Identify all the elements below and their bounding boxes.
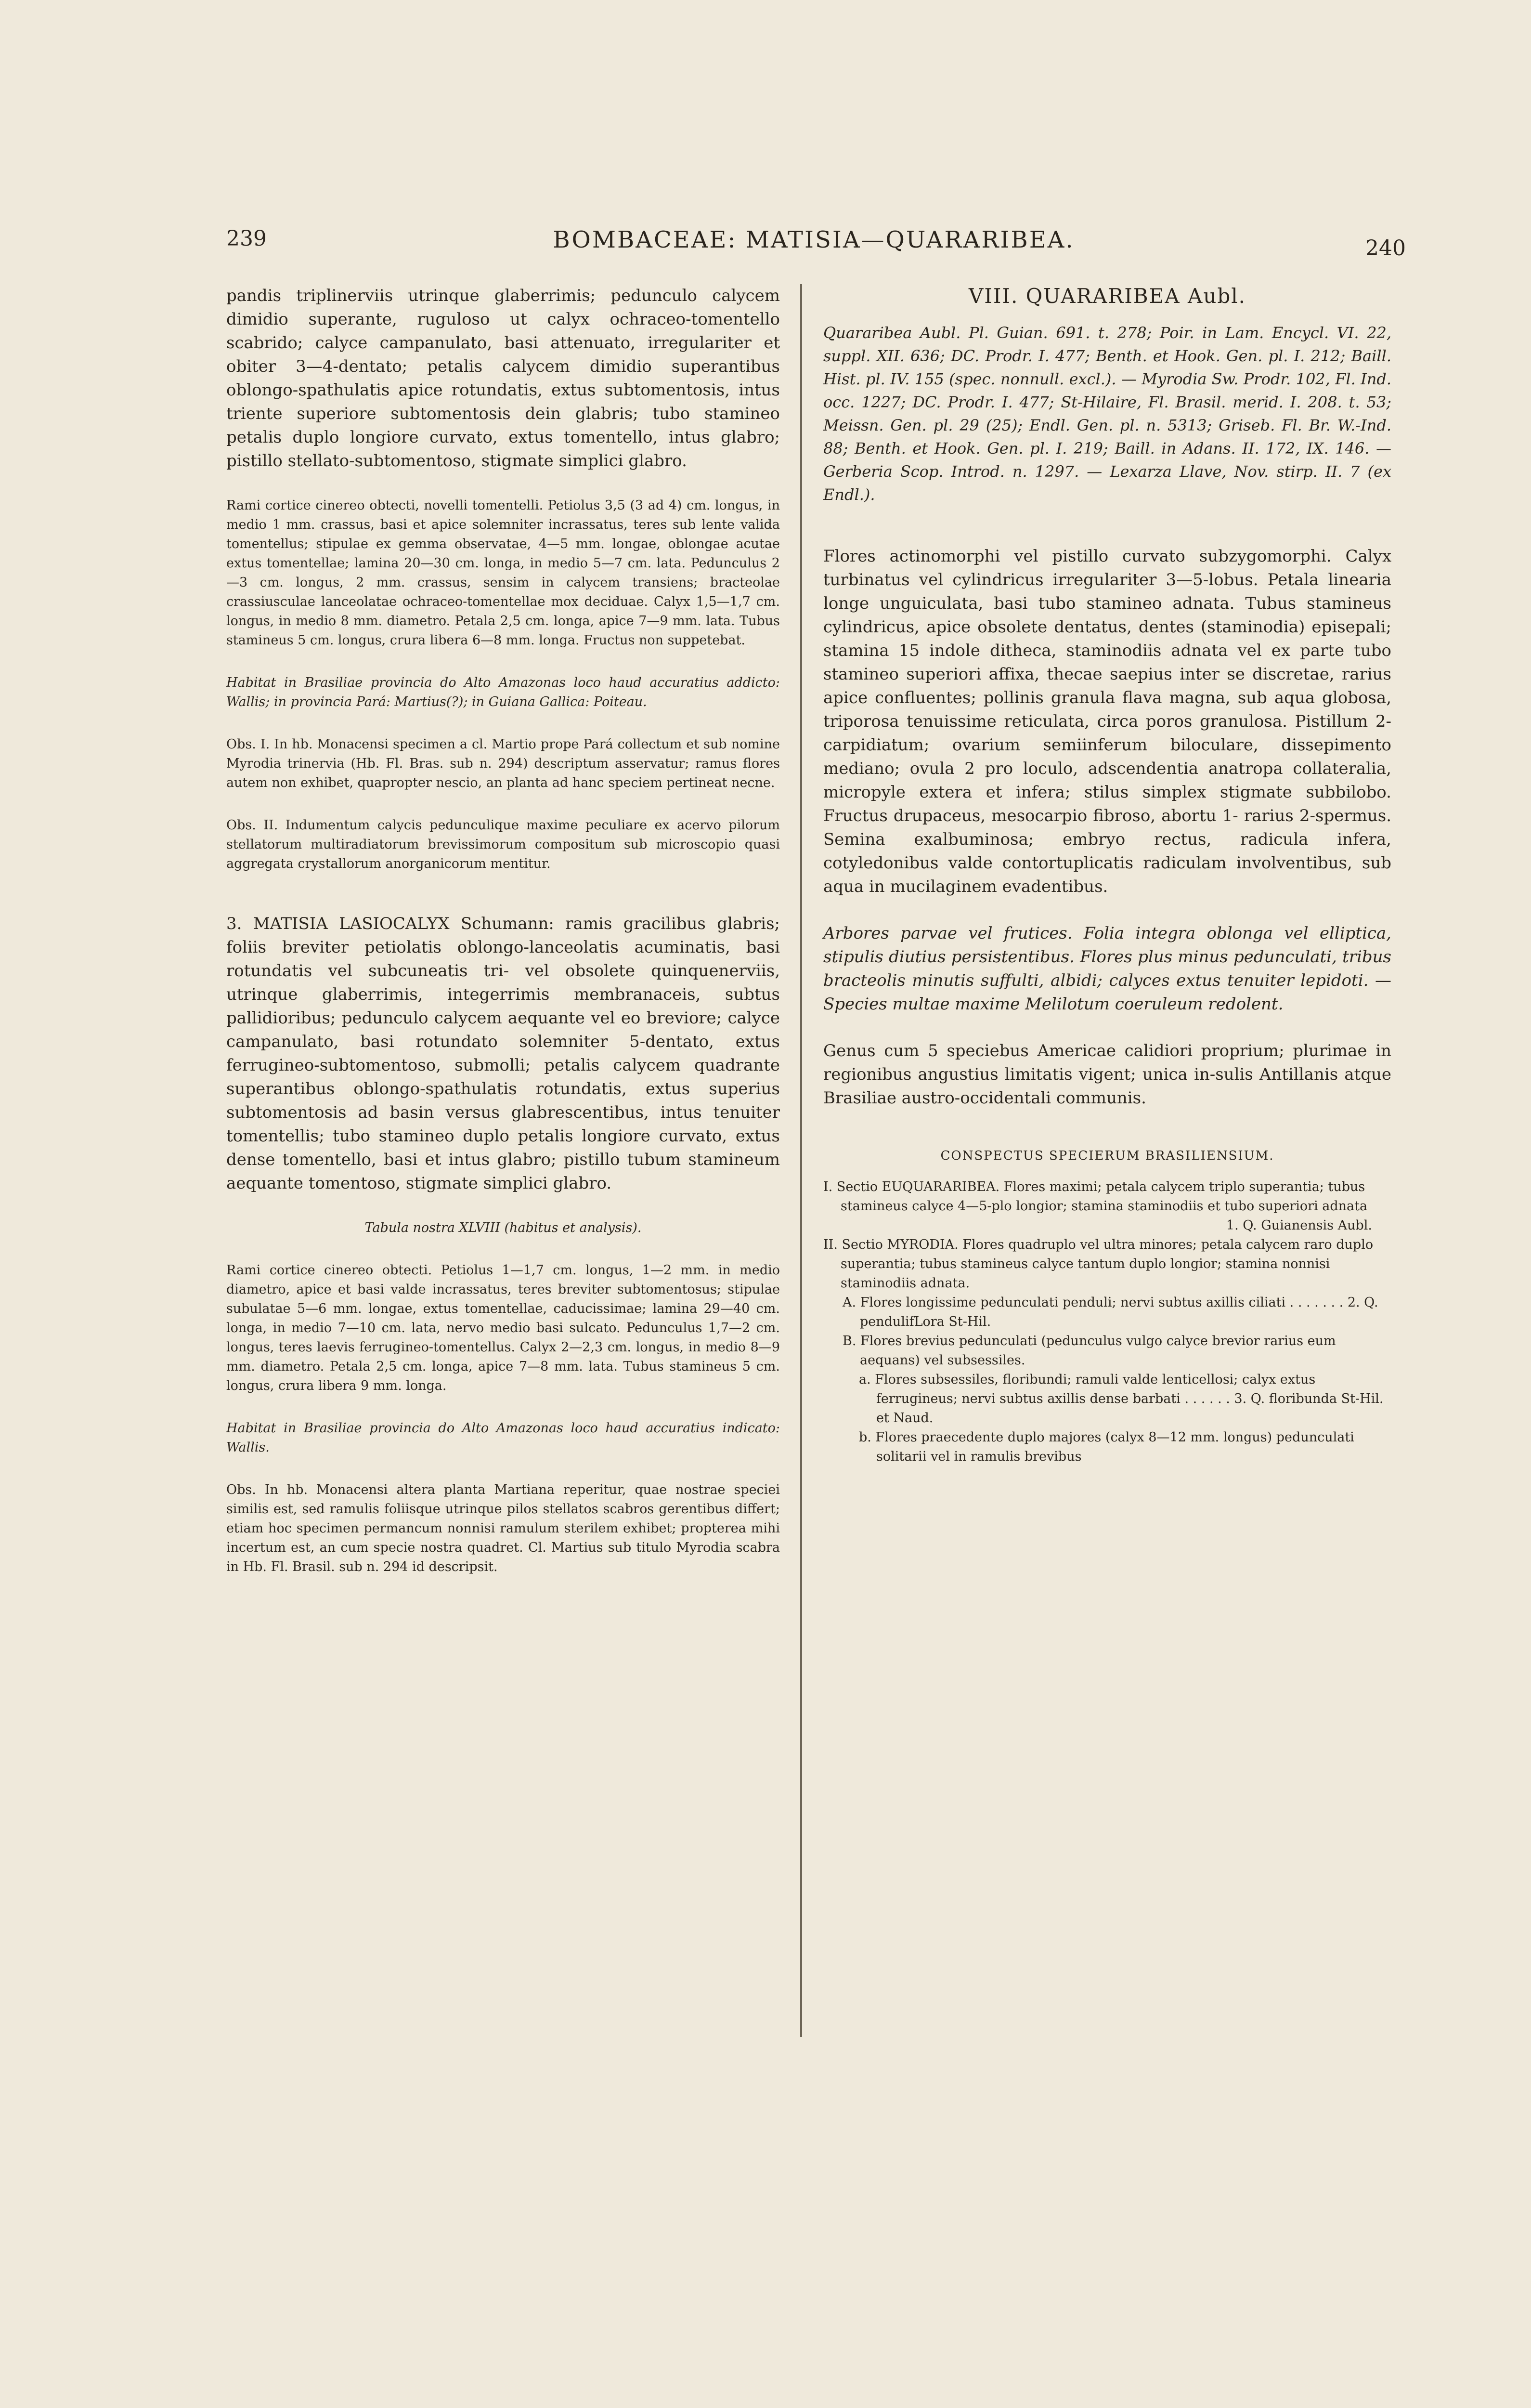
genus-description: Flores actinomorphi vel pistillo curvato subzygomorphi. Calyx turbinatus vel cylindricus irregulariter 3—5-lobus. Petala linearia longe unguiculata, basi tubo stamineo adnata. Tubus stamineus cylindricus, apice obsolete dentatus, dentes (staminodia) episepali; stamina 15 indole ditheca, staminodiis adnata vel ex parte tubo stamineo superiori affixa, thecae saepius inter se discretae, rarius apice confluentes; pollinis granula flava magna, sub aqua globosa, triporosa tenuissime reticulata, circa poros granulosa. Pistillum 2-carpidiatum; ovarium semiinferum biloculare, dissepimento mediano; ovula 2 pro loculo, adscendentia anatropa collateralia, micropyle extera et infera; stilus simplex stigmate subbilobo. Fructus drupaceus, mesocarpio fibroso, abortu 1- rarius 2-spermus. Semina exalbuminosa; embryo rectus, radicula infera, cotyledonibus valde contortuplicatis radiculam involventibus, sub aqua in mucilaginem evadentibus. (823, 547, 1391, 896)
genus-habit: Arbores parvae vel frutices. Folia integra oblonga vel elliptica, stipulis diutius persistentibus. Flores plus minus pedunculati, tribus bracteolis minutis suffulti, albidi; calyces extus tenuiter lepidoti. — Species multae maxime Melilotum coeruleum redolent. (823, 924, 1391, 1014)
description-lasiocalyx: Rami cortice cinereo obtecti. Petiolus 1—1,7 cm. longus, 1—2 mm. in medio diametro, apice et basi valde incrassatus, teres breviter subtomentosus; stipulae subulatae 5—6 mm. longae, extus tomentellae, caducissimae; lamina 29—40 cm. longa, in medio 7—10 cm. lata, nervo medio basi sulcato. Pedunculus 1,7—2 cm. longus, teres laevis ferrugineo-tomentellus. Calyx 2—2,3 cm. longus, in medio 8—9 mm. diametro. Petala 2,5 cm. longa, apice 7—8 mm. lata. Tubus stamineus 5 cm. longus, crura libera 9 mm. longa. (226, 1263, 780, 1393)
species-key (823, 1178, 1391, 1466)
right-column (823, 284, 1391, 1466)
page-header (221, 226, 1406, 260)
habitat-paragraph: Habitat in Brasiliae provincia do Alto Amazonas loco haud accuratius addicto: Wallis; in provincia Pará: Martius(?); in Guiana Gallica: Poiteau. (226, 675, 780, 709)
diagnosis-continued: pandis triplinerviis utrinque glaberrimis; pedunculo calycem dimidio superante, ruguloso ut calyx ochraceo-tomentello scabrido; calyce campanulato, basi attenuato, irregulariter et obiter 3—4-dentato; petalis calycem dimidio superantibus oblongo-spathulatis apice rotundatis, extus subtomentosis, intus triente superiore subtomentosis dein glabris; tubo stamineo petalis duplo longiore curvato, extus tomentello, intus glabro; pistillo stellato-subtomentoso, stigmate simplici glabro. (226, 286, 780, 471)
page-number-right: 240 (1365, 236, 1406, 261)
column-divider (800, 284, 802, 2037)
key-result-1: 1. Q. Guianensis Aubl. (1226, 1218, 1372, 1233)
key-lead-b-b: b. Flores praecedente duplo majores (calyx 8—12 mm. longus) pedunculati solitarii vel in ramulis brevibus (859, 1430, 1354, 1464)
observation-2: Obs. II. Indumentum calycis pedunculique maxime peculiare ex acervo pilorum stellatorum multiradiatorum brevissimorum compositum sub microscopio quasi aggregata crystallorum anorganicorum mentitur. (226, 818, 780, 871)
running-title: BOMBACEAE: MATISIA—QUARARIBEA. (553, 226, 1075, 253)
species-diagnosis-lasiocalyx: 3. MATISIA LASIOCALYX Schumann: ramis gracilibus glabris; foliis breviter petiolatis oblongo-lanceolatis acuminatis, basi rotundatis vel subcuneatis tri- vel obsolete quinquenerviis, utrinque glaberrimis, integerrimis membranaceis, subtus pallidioribus; pedunculo calycem aequante vel eo breviore; calyce campanulato, basi rotundato solemniter 5-dentato, extus ferrugineo-subtomentoso, submolli; petalis calycem quadrante superantibus oblongo-spathulatis rotundatis, extus superius subtomentosis ad basin versus glabrescentibus, intus tenuiter tomentellis; tubo stamineo duplo petalis longiore curvato, extus dense tomentello, basi et intus glabro; pistillo tubum stamineum aequante tomentoso, stigmate simplici glabro. (226, 914, 780, 1193)
plate-reference: Tabula nostra XLVIII (habitus et analysis). (364, 1220, 642, 1235)
left-column (226, 284, 780, 1577)
key-section-2: II. Sectio MYRODIA. Flores quadruplo vel ultra minores; petala calycem raro duplo superantia; tubus stamineus calyce tantum duplo longior; stamina nonnisi staminodiis adnata. (823, 1237, 1374, 1291)
key-section-1: I. Sectio EUQUARARIBEA. Flores maximi; petala calycem triplo superantia; tubus stamineus calyce 4—5-plo longior; stamina staminodiis et tubo superiori adnata (823, 1179, 1368, 1214)
genus-distribution: Genus cum 5 speciebus Americae calidiori proprium; plurimae in regionibus angustius limitatis vigent; unica in-sulis Antillanis atque Brasiliae austro-occidentali communis. (823, 1041, 1391, 1108)
page-number-left: 239 (226, 226, 267, 251)
description-paragraph: Rami cortice cinereo obtecti, novelli tomentelli. Petiolus 3,5 (3 ad 4) cm. longus, in medio 1 mm. crassus, basi et apice solemniter incrassatus, teres sub lente valida tomentellus; stipulae ex gemma observatae, 4—5 mm. longae, oblongae acutae extus tomentellae; lamina 20—30 cm. longa, in medio 5—7 cm. lata. Pedunculus 2—3 cm. longus, 2 mm. crassus, sensim in calycem transiens; bracteolae crassiusculae lanceolatae ochraceo-tomentellae mox deciduae. Calyx 1,5—1,7 cm. longus, in medio 8 mm. diametro. Petala 2,5 cm. longa, apice 7—9 mm. lata. Tubus stamineus 5 cm. longus, crura libera 6—8 mm. longa. Fructus non suppetebat. (226, 498, 780, 648)
observation-1: Obs. I. In hb. Monacensi specimen a cl. Martio prope Pará collectum et sub nomine Myrodia trinervia (Hb. Fl. Bras. sub n. 294) descriptum asservatur; ramus flores autem non exhibet, quapropter nescio, an planta ad hanc speciem pertineat necne. (226, 737, 780, 790)
key-lead-b-a: a. Flores subsessiles, floribundi; ramuli valde lenticellosi; calyx extus ferrugineus; nervi subtus axillis dense barbati . . . . . . 3. Q. floribunda St-Hil. et Naud. (859, 1372, 1384, 1426)
genus-heading: VIII. QUARARIBEA Aubl. (968, 284, 1246, 308)
genus-synonymy: Quararibea Aubl. Pl. Guian. 691. t. 278; Poir. in Lam. Encycl. VI. 22, suppl. XII. 636; DC. Prodr. I. 477; Benth. et Hook. Gen. pl. I. 212; Baill. Hist. pl. IV. 155 (spec. nonnull. excl.). — Myrodia Sw. Prodr. 102, Fl. Ind. occ. 1227; DC. Prodr. I. 477; St-Hilaire, Fl. Brasil. merid. I. 208. t. 53; Meissn. Gen. pl. 29 (25); Endl. Gen. pl. n. 5313; Griseb. Fl. Br. W.-Ind. 88; Benth. et Hook. Gen. pl. I. 219; Baill. in Adans. II. 172, IX. 146. — Gerberia Scop. Introd. n. 1297. — Lexarza Llave, Nov. stirp. II. 7 (ex Endl.). (823, 324, 1391, 504)
key-lead-b: B. Flores brevius pedunculati (pedunculus vulgo calyce brevior rarius eum aequans) vel subsessiles. (843, 1334, 1336, 1368)
conspectus-heading: CONSPECTUS SPECIERUM BRASILIENSIUM. (940, 1149, 1274, 1163)
observation-lasiocalyx: Obs. In hb. Monacensi altera planta Martiana reperitur, quae nostrae speciei similis est, sed ramulis foliisque utrinque pilos stellatos scabros gerentibus differt; etiam hoc specimen permancum nonnisi ramulum sterilem exhibet; propterea mihi incertum est, an cum specie nostra quadret. Cl. Martius sub titulo Myrodia scabra in Hb. Fl. Brasil. sub n. 294 id descripsit. (226, 1482, 780, 1574)
key-lead-a: A. Flores longissime pedunculati penduli; nervi subtus axillis ciliati . . . . . . . 2. Q. pendulifLora St-Hil. (843, 1295, 1378, 1329)
habitat-lasiocalyx: Habitat in Brasiliae provincia do Alto Amazonas loco haud accuratius indicato: Wallis. (226, 1421, 780, 1455)
